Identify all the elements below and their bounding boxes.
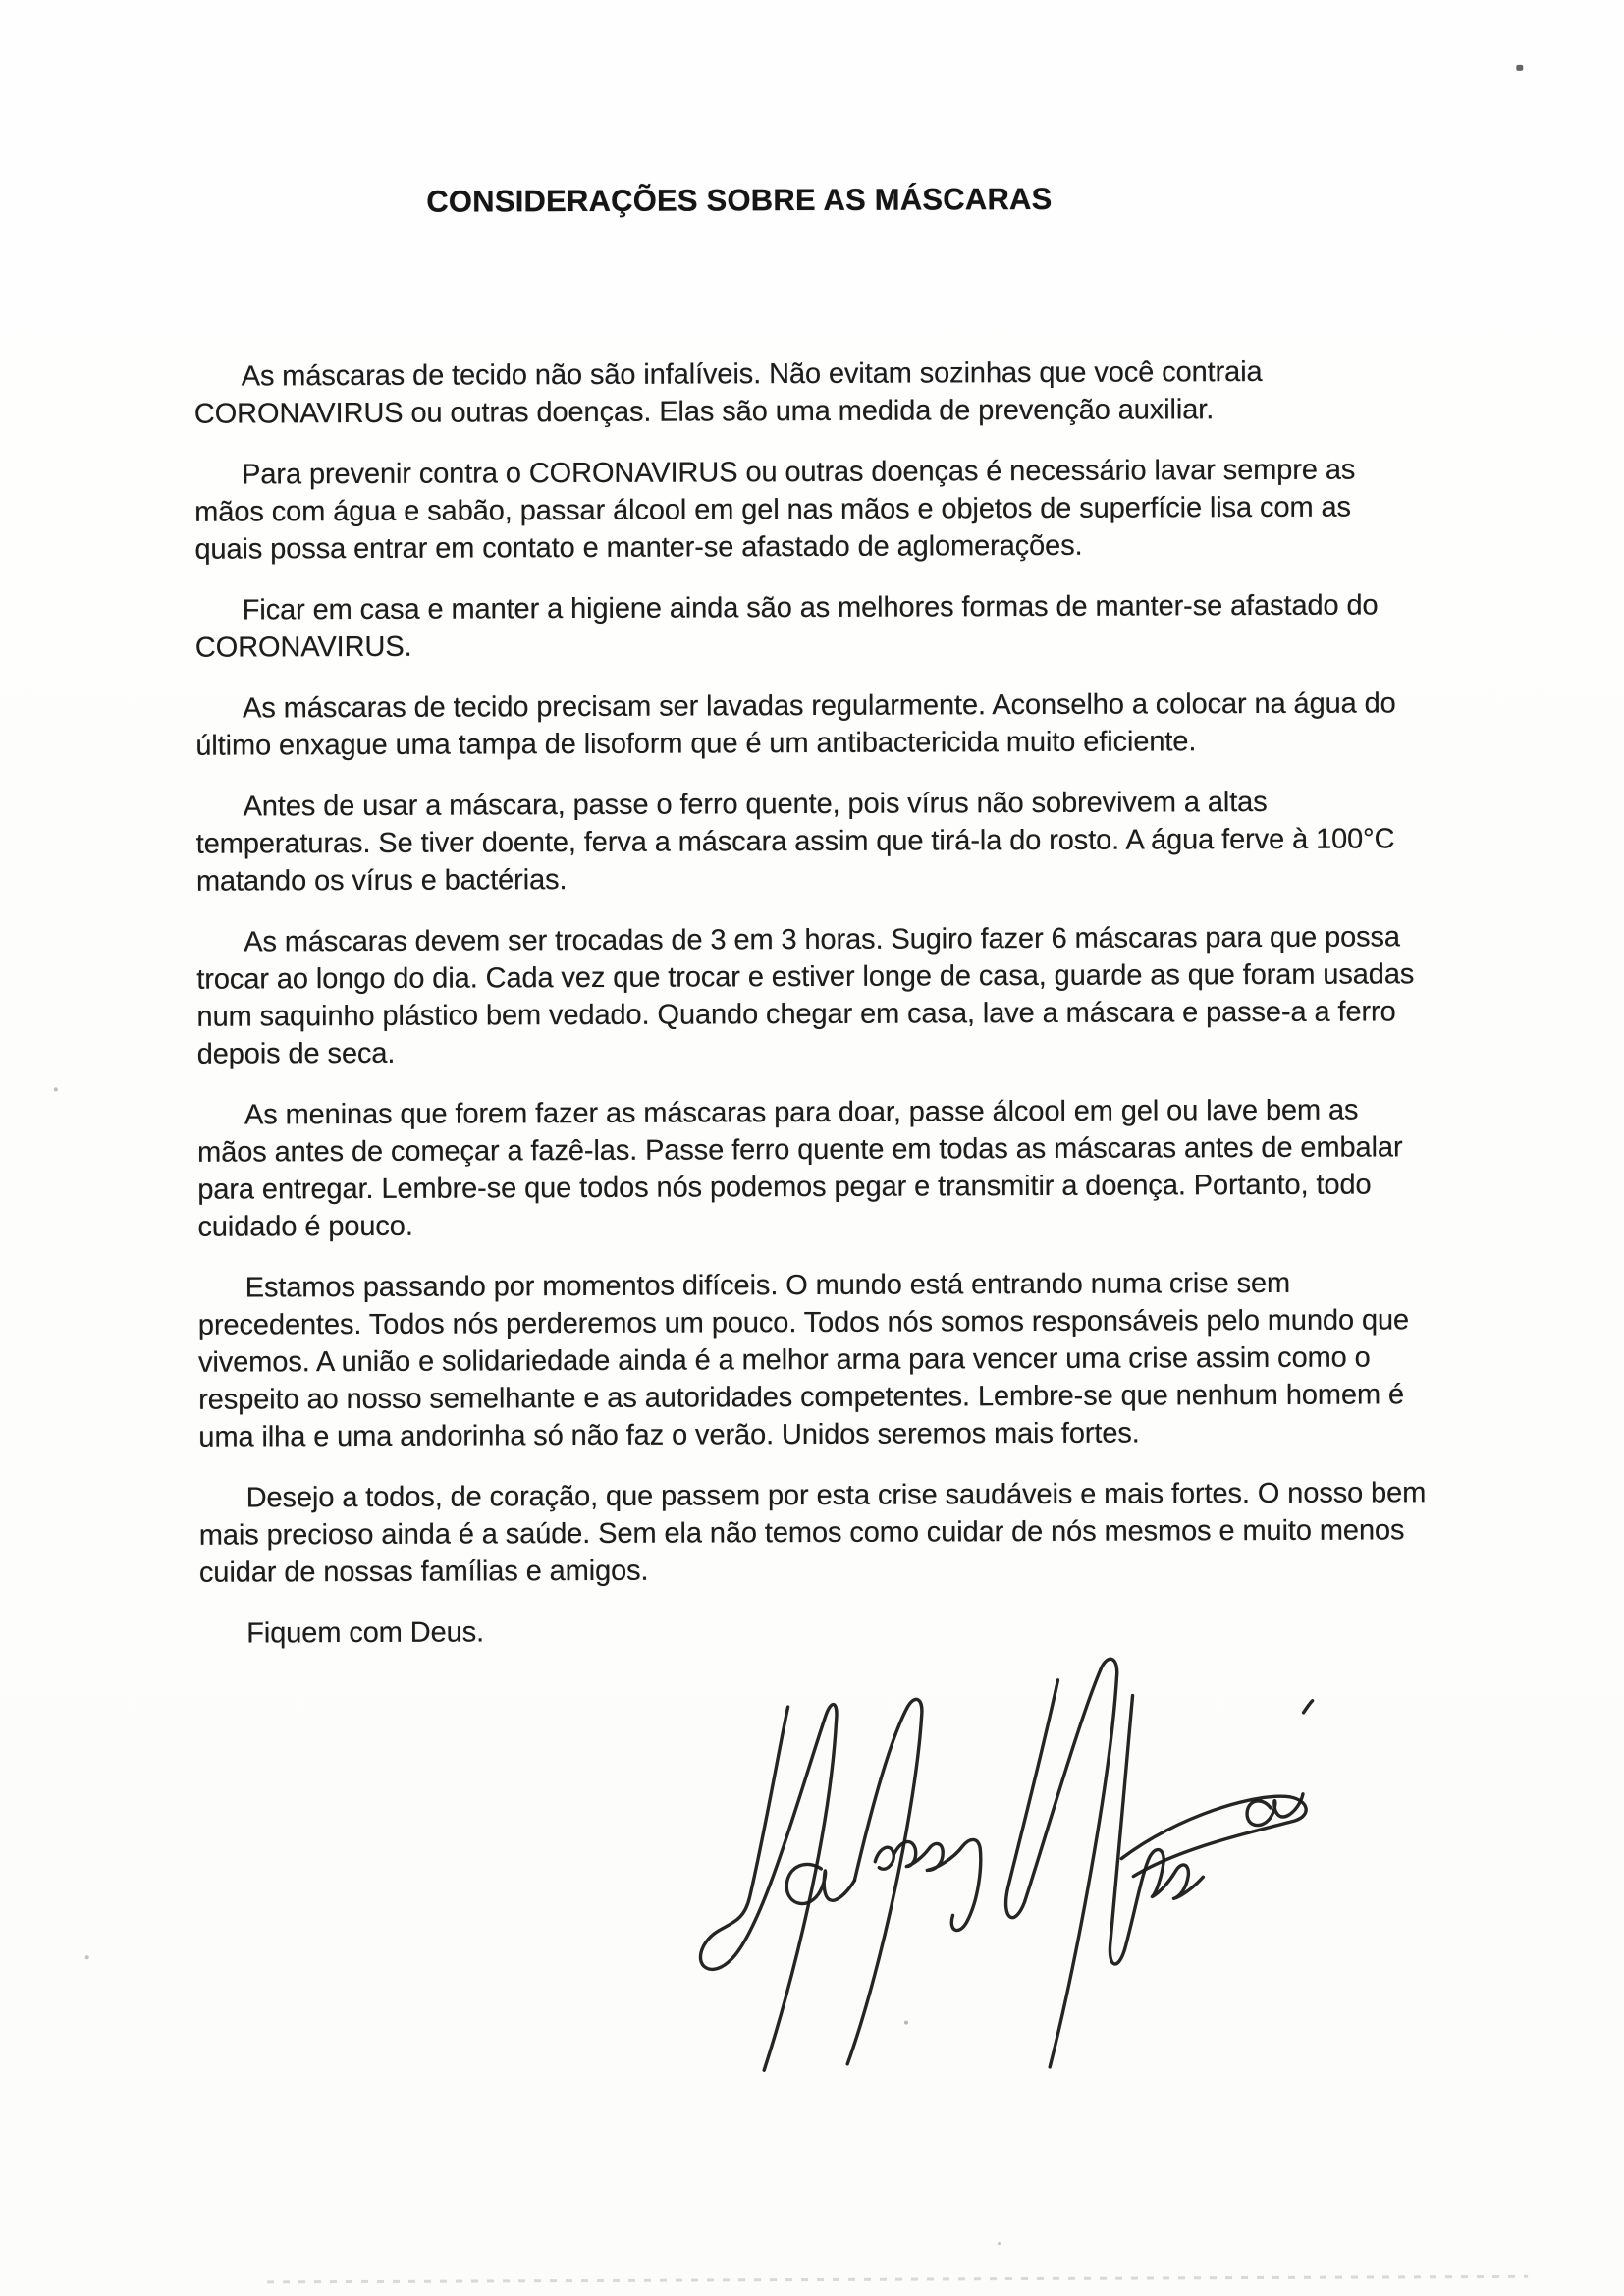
paragraph: As máscaras de tecido não são infalíveis. Não evitam sozinhas que você contraia CORONAVIRUS ou outras doenças. Elas são uma medida de prevenção auxiliar. xyxy=(193,355,1263,430)
scan-speck xyxy=(54,1087,58,1091)
paragraph: Ficar em casa e manter a higiene ainda são as melhores formas de manter-se afastado do CORONAVIRUS. xyxy=(194,589,1379,664)
scan-speck xyxy=(1516,65,1523,71)
scan-speck xyxy=(998,2242,1001,2245)
paragraph: Antes de usar a máscara, passe o ferro quente, pois vírus não sobrevivem a altas temperaturas. Se tiver doente, ferva a máscara assim que tirá-la do rosto. A água ferve à 100°C matando os vírus e bactérias. xyxy=(195,786,1395,898)
scan-speck xyxy=(904,2021,908,2025)
paragraph: Para prevenir contra o CORONAVIRUS ou outras doenças é necessário lavar sempre as mãos com água e sabão, passar álcool em gel nas mãos e objetos de superfície lisa com as quais possa entrar em contato e manter-se afastado de aglomerações. xyxy=(194,454,1356,566)
scan-speck xyxy=(85,1955,89,1959)
paragraph: As máscaras de tecido precisam ser lavadas regularmente. Aconselho a colocar na água do último enxague uma tampa de lisoform que é um antibactericida muito eficiente. xyxy=(195,687,1396,762)
paragraph: Desejo a todos, de coração, que passem por esta crise saudáveis e mais fortes. O nosso bem mais precioso ainda é a saúde. Sem ela não temos como cuidar de nós mesmos e muito menos cuidar de nossas famílias e amigos. xyxy=(198,1477,1427,1589)
paragraph: Estamos passando por momentos difíceis. O mundo está entrando numa crise sem precedentes. Todos nós perderemos um pouco. Todos nós somos responsáveis pelo mundo que vivemos. A união e solidariedade ainda é a melhor arma para vencer uma crise assim como o respeito ao nosso semelhante e as autoridades competentes. Lembre-se que nenhum homem é uma ilha e uma andorinha só não faz o verão. Unidos seremos mais fortes. xyxy=(197,1267,1410,1453)
handwritten-signature xyxy=(671,1652,1325,2083)
closing-line: Fiquem com Deus. xyxy=(246,1616,485,1650)
signature-icon xyxy=(671,1652,1325,2083)
document-body xyxy=(192,0,1429,1676)
document-title: CONSIDERAÇÕES SOBRE AS MÁSCARAS xyxy=(426,181,1053,219)
scan-noise-line xyxy=(267,2275,1528,2284)
paragraph: As meninas que forem fazer as máscaras para doar, passe álcool em gel ou lave bem as mãos antes de começar a fazê-las. Passe ferro quente em todas as máscaras antes de embalar para entregar. Lembre-se que todos nós podemos pegar e transmitir a doença. Portanto, todo cuidado é pouco. xyxy=(197,1094,1403,1243)
paragraph: As máscaras devem ser trocadas de 3 em 3 horas. Sugiro fazer 6 máscaras para que possa trocar ao longo do dia. Cada vez que trocar e estiver longe de casa, guarde as que foram usadas num saquinho plástico bem vedado. Quando chegar em casa, lave a máscara e passe-a a ferro depois de seca. xyxy=(196,921,1415,1070)
